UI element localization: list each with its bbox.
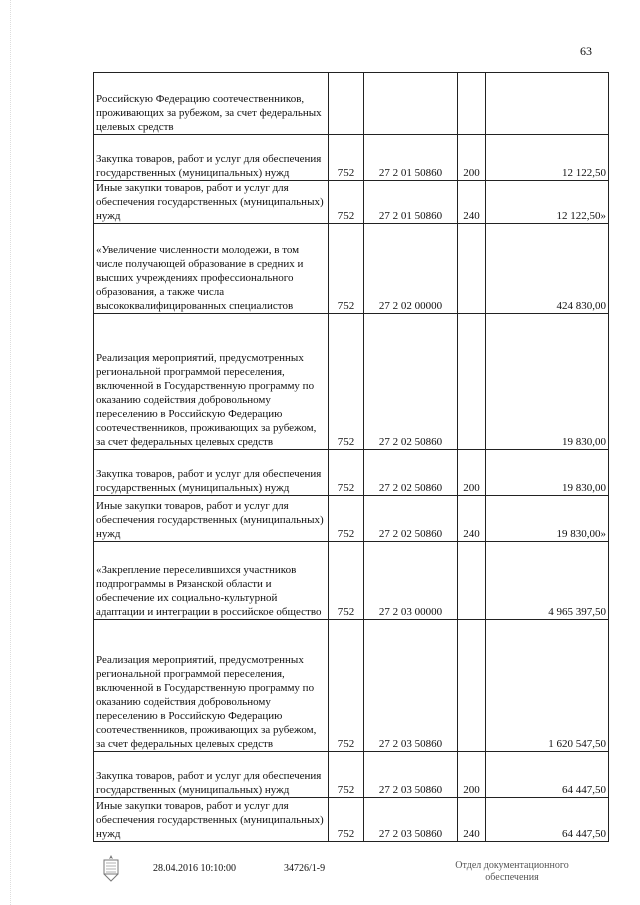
page-footer [0, 860, 640, 900]
table-row [94, 450, 609, 496]
row-sum-cell: 64 447,50 [486, 752, 609, 798]
row-ved-cell: 752 [329, 181, 364, 224]
table-row [94, 135, 609, 181]
row-csr-cell: 27 2 02 50860 [364, 496, 458, 542]
row-name-cell: Закупка товаров, работ и услуг для обеспечения государственных (муниципальных) нужд [94, 450, 329, 496]
table-row [94, 752, 609, 798]
row-vr-cell: 240 [458, 181, 486, 224]
row-name-cell: Реализация мероприятий, предусмотренных региональной программой переселения, включенной в Государственную программу по оказанию содействия добровольному переселению в Российскую Федерацию соотечественников, проживающих за рубежом, за счет федеральных целевых средств [94, 314, 329, 450]
row-ved-cell: 752 [329, 450, 364, 496]
row-csr-cell: 27 2 02 00000 [364, 224, 458, 314]
footer-document-number: 34726/1-9 [284, 863, 326, 874]
row-vr-cell: 200 [458, 752, 486, 798]
row-sum-cell: 19 830,00» [486, 496, 609, 542]
row-vr-cell: 200 [458, 135, 486, 181]
row-csr-cell: 27 2 02 50860 [364, 450, 458, 496]
row-name-cell: Иные закупки товаров, работ и услуг для обеспечения государственных (муниципальных) нужд [94, 496, 329, 542]
row-vr-cell: 240 [458, 798, 486, 842]
coat-of-arms-icon [100, 854, 122, 882]
row-vr-cell [458, 620, 486, 752]
row-name-cell: «Увеличение численности молодежи, в том числе получающей образование в средних и высших учреждениях профессионального образования, а также числа высококвалифицированных специалистов [94, 224, 329, 314]
row-ved-cell: 752 [329, 135, 364, 181]
table-row [94, 224, 609, 314]
row-name-cell: Закупка товаров, работ и услуг для обеспечения государственных (муниципальных) нужд [94, 752, 329, 798]
row-csr-cell [364, 73, 458, 135]
budget-table [93, 72, 609, 842]
row-sum-cell: 12 122,50» [486, 181, 609, 224]
row-csr-cell: 27 2 02 50860 [364, 314, 458, 450]
row-csr-cell: 27 2 01 50860 [364, 181, 458, 224]
row-sum-cell: 19 830,00 [486, 450, 609, 496]
row-ved-cell: 752 [329, 798, 364, 842]
row-ved-cell [329, 73, 364, 135]
row-sum-cell: 12 122,50 [486, 135, 609, 181]
row-ved-cell: 752 [329, 752, 364, 798]
row-ved-cell: 752 [329, 496, 364, 542]
row-ved-cell: 752 [329, 224, 364, 314]
row-csr-cell: 27 2 03 50860 [364, 798, 458, 842]
row-sum-cell: 4 965 397,50 [486, 542, 609, 620]
row-csr-cell: 27 2 03 50860 [364, 752, 458, 798]
row-sum-cell [486, 73, 609, 135]
margin-scan-artifact [10, 0, 13, 905]
department-stamp [452, 860, 572, 884]
footer-timestamp: 28.04.2016 10:10:00 [153, 863, 237, 874]
row-vr-cell [458, 542, 486, 620]
page-number: 63 [580, 44, 592, 58]
department-line-2: обеспечения [485, 872, 539, 883]
table-row [94, 620, 609, 752]
row-csr-cell: 27 2 01 50860 [364, 135, 458, 181]
table-row [94, 496, 609, 542]
row-name-cell: «Закрепление переселившихся участников подпрограммы в Рязанской области и обеспечение их социально-культурной адаптации и интеграции в российское общество [94, 542, 329, 620]
row-ved-cell: 752 [329, 314, 364, 450]
table-row [94, 73, 609, 135]
row-name-cell: Закупка товаров, работ и услуг для обеспечения государственных (муниципальных) нужд [94, 135, 329, 181]
row-csr-cell: 27 2 03 50860 [364, 620, 458, 752]
row-vr-cell: 200 [458, 450, 486, 496]
row-vr-cell [458, 73, 486, 135]
table-row [94, 314, 609, 450]
row-name-cell: Российскую Федерацию соотечественников, проживающих за рубежом, за счет федеральных целевых средств [94, 73, 329, 135]
department-line-1: Отдел документационного [455, 860, 569, 871]
row-vr-cell [458, 314, 486, 450]
row-sum-cell: 19 830,00 [486, 314, 609, 450]
row-sum-cell: 64 447,50 [486, 798, 609, 842]
row-ved-cell: 752 [329, 542, 364, 620]
row-csr-cell: 27 2 03 00000 [364, 542, 458, 620]
table-row [94, 181, 609, 224]
row-vr-cell [458, 224, 486, 314]
table-row [94, 542, 609, 620]
row-name-cell: Иные закупки товаров, работ и услуг для обеспечения государственных (муниципальных) нужд [94, 181, 329, 224]
row-vr-cell: 240 [458, 496, 486, 542]
row-name-cell: Реализация мероприятий, предусмотренных региональной программой переселения, включенной в Государственную программу по оказанию содействия добровольному переселению в Российскую Федерацию соотечественников, проживающих за рубежом, за счет федеральных целевых средств [94, 620, 329, 752]
row-name-cell: Иные закупки товаров, работ и услуг для обеспечения государственных (муниципальных) нужд [94, 798, 329, 842]
table-row [94, 798, 609, 842]
row-ved-cell: 752 [329, 620, 364, 752]
row-sum-cell: 1 620 547,50 [486, 620, 609, 752]
row-sum-cell: 424 830,00 [486, 224, 609, 314]
